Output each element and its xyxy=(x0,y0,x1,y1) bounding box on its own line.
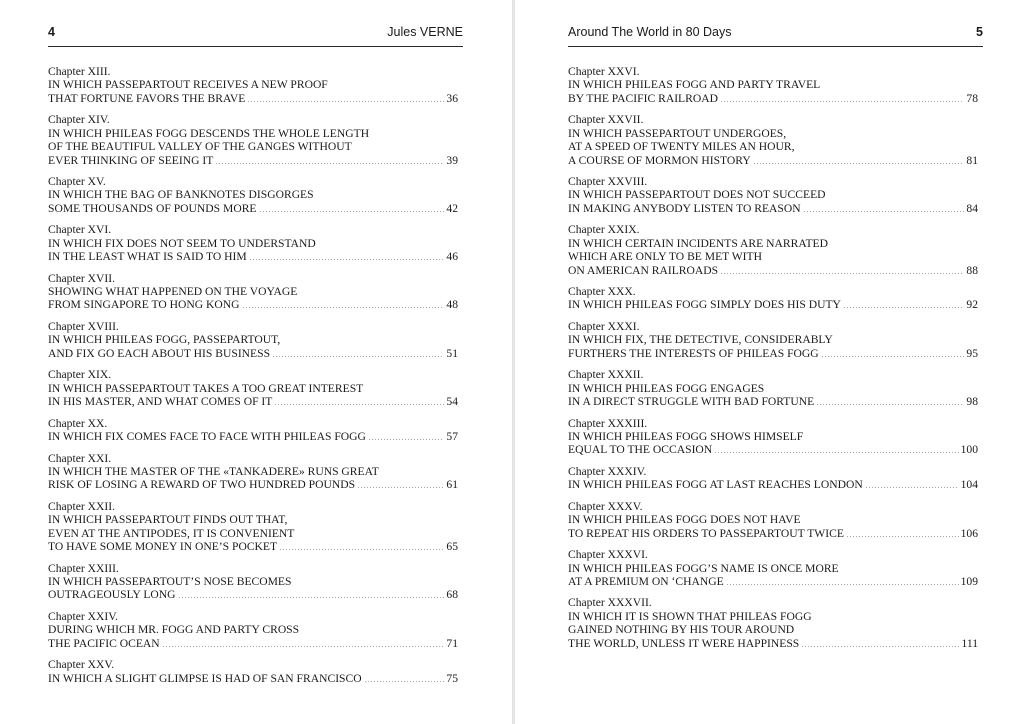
chapter-label: Chapter XV. xyxy=(48,175,106,189)
dot-leader xyxy=(162,646,445,647)
chapter-label: Chapter XXX. xyxy=(568,285,636,299)
toc-entry xyxy=(48,175,458,215)
toc-entry xyxy=(568,320,978,360)
chapter-title-line: FROM SINGAPORE TO HONG KONG xyxy=(48,298,240,312)
dot-leader xyxy=(720,101,964,102)
chapter-title-line: TO HAVE SOME MONEY IN ONE’S POCKET xyxy=(48,540,278,554)
dot-leader xyxy=(357,487,444,488)
toc-entry xyxy=(48,658,458,685)
chapter-title-line: WHICH ARE ONLY TO BE MET WITH xyxy=(568,250,762,264)
chapter-title-line: IN WHICH IT IS SHOWN THAT PHILEAS FOGG xyxy=(568,609,812,623)
chapter-page-number: 95 xyxy=(966,346,978,360)
toc-entry xyxy=(568,175,978,215)
chapter-page-number: 36 xyxy=(446,91,458,105)
chapter-page-number: 71 xyxy=(446,636,458,650)
dot-leader xyxy=(753,163,965,164)
chapter-title-last-line xyxy=(568,298,978,311)
dot-leader xyxy=(803,211,965,212)
chapter-title-line: IN HIS MASTER, AND WHAT COMES OF IT xyxy=(48,395,273,409)
dot-leader xyxy=(801,646,959,647)
chapter-label: Chapter XVI. xyxy=(48,223,112,237)
dot-leader xyxy=(215,163,444,164)
toc-entry xyxy=(568,113,978,167)
dot-leader xyxy=(249,259,445,260)
chapter-title-line: IN WHICH PHILEAS FOGG SHOWS HIMSELF xyxy=(568,430,804,443)
chapter-title-line: AT A SPEED OF TWENTY MILES AN HOUR, xyxy=(568,140,795,154)
toc-entry xyxy=(48,610,458,650)
chapter-page-number: 61 xyxy=(446,478,458,492)
chapter-title-last-line xyxy=(48,202,458,215)
dot-leader xyxy=(279,549,444,550)
chapter-label: Chapter XXXI. xyxy=(568,319,640,333)
chapter-title-line: IN MAKING ANYBODY LISTEN TO REASON xyxy=(568,201,801,215)
chapter-title-line: IN WHICH PASSEPARTOUT’S NOSE BECOMES xyxy=(48,574,292,588)
chapter-title-line: SHOWING WHAT HAPPENED ON THE VOYAGE xyxy=(48,285,298,299)
chapter-title-line: THE PACIFIC OCEAN xyxy=(48,636,160,650)
page-number: 5 xyxy=(976,25,983,39)
chapter-label: Chapter XIX. xyxy=(48,368,112,382)
toc-entry xyxy=(48,272,458,312)
chapter-page-number: 106 xyxy=(960,526,978,540)
chapter-title-last-line xyxy=(568,347,978,360)
chapter-title-last-line xyxy=(568,637,978,650)
chapter-title-last-line xyxy=(568,527,978,540)
toc-entry xyxy=(48,417,458,444)
toc-entry xyxy=(48,368,458,408)
toc-entry xyxy=(48,562,458,602)
chapter-page-number: 98 xyxy=(966,395,978,409)
right-page xyxy=(515,0,1027,724)
chapter-page-number: 84 xyxy=(966,201,978,215)
chapter-title-last-line xyxy=(568,202,978,215)
chapter-title-line: IN A DIRECT STRUGGLE WITH BAD FORTUNE xyxy=(568,395,815,409)
chapter-title-line: IN WHICH THE MASTER OF THE «TANKADERE» RUNS GREAT xyxy=(48,464,379,478)
chapter-title-line: IN WHICH PHILEAS FOGG, PASSEPARTOUT, xyxy=(48,333,281,347)
chapter-title-last-line xyxy=(568,264,978,277)
table-of-contents xyxy=(568,65,978,658)
dot-leader xyxy=(843,307,964,308)
chapter-label: Chapter XXXV. xyxy=(568,499,643,513)
chapter-label: Chapter XIV. xyxy=(48,113,110,127)
chapter-label: Chapter XXXIII. xyxy=(568,416,648,430)
toc-entry xyxy=(48,223,458,263)
toc-entry xyxy=(568,500,978,540)
chapter-label: Chapter XXIII. xyxy=(48,561,119,575)
chapter-title-last-line xyxy=(568,92,978,105)
chapter-page-number: 42 xyxy=(446,201,458,215)
chapter-title-line: IN WHICH A SLIGHT GLIMPSE IS HAD OF SAN FRANCISCO xyxy=(48,671,362,685)
dot-leader xyxy=(272,356,444,357)
table-of-contents xyxy=(48,65,458,693)
toc-entry xyxy=(568,368,978,408)
dot-leader xyxy=(259,211,445,212)
chapter-page-number: 81 xyxy=(966,153,978,167)
chapter-title-line: TO REPEAT HIS ORDERS TO PASSEPARTOUT TWICE xyxy=(568,526,844,540)
chapter-title-line: IN WHICH PASSEPARTOUT DOES NOT SUCCEED xyxy=(568,188,826,202)
dot-leader xyxy=(274,404,444,405)
chapter-title-line: EVER THINKING OF SEEING IT xyxy=(48,153,214,167)
chapter-title-line: ON AMERICAN RAILROADS xyxy=(568,263,719,277)
chapter-title-last-line xyxy=(48,540,458,553)
header-rule xyxy=(48,46,463,47)
chapter-title-line: THE WORLD, UNLESS IT WERE HAPPINESS xyxy=(568,636,800,650)
chapter-page-number: 46 xyxy=(446,250,458,264)
chapter-title-line: THAT FORTUNE FAVORS THE BRAVE xyxy=(48,91,246,105)
chapter-title-last-line xyxy=(568,443,978,456)
chapter-title-last-line xyxy=(48,588,458,601)
chapter-title-last-line xyxy=(568,478,978,491)
chapter-title-last-line xyxy=(568,154,978,167)
chapter-page-number: 111 xyxy=(961,636,978,650)
chapter-title-last-line xyxy=(48,395,458,408)
chapter-title-line: OUTRAGEOUSLY LONG xyxy=(48,588,176,602)
chapter-label: Chapter XXIX. xyxy=(568,223,640,237)
chapter-label: Chapter XXVIII. xyxy=(568,175,648,189)
chapter-title-line: FURTHERS THE INTERESTS OF PHILEAS FOGG xyxy=(568,346,819,360)
chapter-title-line: IN WHICH PHILEAS FOGG DESCENDS THE WHOLE LENGTH xyxy=(48,126,370,140)
toc-entry xyxy=(568,223,978,277)
toc-entry xyxy=(48,65,458,105)
page-number: 4 xyxy=(48,25,55,39)
toc-entry xyxy=(48,113,458,167)
toc-entry xyxy=(48,320,458,360)
chapter-title-line: IN WHICH PASSEPARTOUT FINDS OUT THAT, xyxy=(48,513,288,527)
dot-leader xyxy=(242,307,445,308)
chapter-title-line: IN WHICH FIX COMES FACE TO FACE WITH PHILEAS FOGG xyxy=(48,430,366,443)
chapter-title-line: IN WHICH PHILEAS FOGG DOES NOT HAVE xyxy=(568,513,801,527)
chapter-label: Chapter XXVII. xyxy=(568,113,644,127)
chapter-page-number: 109 xyxy=(960,574,978,588)
chapter-title-last-line xyxy=(48,478,458,491)
chapter-label: Chapter XXI. xyxy=(48,451,112,465)
chapter-label: Chapter XXIV. xyxy=(48,609,118,623)
chapter-title-line: IN WHICH FIX, THE DETECTIVE, CONSIDERABLY xyxy=(568,333,833,347)
chapter-title-line: IN WHICH PHILEAS FOGG AT LAST REACHES LONDON xyxy=(568,478,863,492)
dot-leader xyxy=(726,584,959,585)
left-page-header xyxy=(48,25,463,43)
dot-leader xyxy=(865,487,959,488)
toc-entry xyxy=(568,465,978,492)
chapter-title-line: IN WHICH PHILEAS FOGG AND PARTY TRAVEL xyxy=(568,78,821,92)
chapter-label: Chapter XVIII. xyxy=(48,319,119,333)
dot-leader xyxy=(720,273,964,274)
chapter-title-line: EQUAL TO THE OCCASION xyxy=(568,443,713,457)
chapter-title-last-line xyxy=(48,250,458,263)
chapter-page-number: 104 xyxy=(960,478,978,492)
chapter-title-line: IN WHICH PHILEAS FOGG’S NAME IS ONCE MORE xyxy=(568,561,839,575)
chapter-title-last-line xyxy=(48,672,458,685)
chapter-title-line: IN THE LEAST WHAT IS SAID TO HIM xyxy=(48,250,247,264)
chapter-title-line: IN WHICH PASSEPARTOUT TAKES A TOO GREAT INTEREST xyxy=(48,381,364,395)
chapter-label: Chapter XIII. xyxy=(48,65,111,78)
dot-leader xyxy=(846,536,959,537)
chapter-title-line: EVEN AT THE ANTIPODES, IT IS CONVENIENT xyxy=(48,526,295,540)
chapter-title-last-line xyxy=(48,347,458,360)
chapter-page-number: 65 xyxy=(446,540,458,554)
chapter-title-last-line xyxy=(48,637,458,650)
chapter-page-number: 57 xyxy=(446,430,458,443)
chapter-title-line: IN WHICH PASSEPARTOUT UNDERGOES, xyxy=(568,126,787,140)
chapter-title-line: IN WHICH THE BAG OF BANKNOTES DISGORGES xyxy=(48,188,314,202)
left-page xyxy=(0,0,512,724)
chapter-label: Chapter XXVI. xyxy=(568,65,640,78)
right-page-header xyxy=(568,25,983,43)
chapter-label: Chapter XX. xyxy=(48,416,108,430)
chapter-page-number: 51 xyxy=(446,346,458,360)
toc-entry xyxy=(568,65,978,105)
dot-leader xyxy=(821,356,965,357)
dot-leader xyxy=(247,101,444,102)
dot-leader xyxy=(368,439,445,440)
dot-leader xyxy=(714,452,958,453)
chapter-title-last-line xyxy=(568,575,978,588)
dot-leader xyxy=(816,404,964,405)
chapter-page-number: 75 xyxy=(446,671,458,685)
chapter-title-line: BY THE PACIFIC RAILROAD xyxy=(568,91,718,105)
chapter-page-number: 39 xyxy=(446,153,458,167)
chapter-page-number: 68 xyxy=(446,588,458,602)
chapter-title-line: RISK OF LOSING A REWARD OF TWO HUNDRED POUNDS xyxy=(48,478,356,492)
chapter-page-number: 78 xyxy=(966,91,978,105)
chapter-label: Chapter XXXVII. xyxy=(568,596,652,610)
chapter-page-number: 54 xyxy=(446,395,458,409)
chapter-page-number: 48 xyxy=(446,298,458,312)
chapter-label: Chapter XXXIV. xyxy=(568,464,647,478)
chapter-label: Chapter XXV. xyxy=(48,658,115,672)
chapter-page-number: 88 xyxy=(966,263,978,277)
chapter-title-line: GAINED NOTHING BY HIS TOUR AROUND xyxy=(568,623,795,637)
dot-leader xyxy=(364,681,445,682)
chapter-label: Chapter XXXII. xyxy=(568,368,644,382)
chapter-label: Chapter XVII. xyxy=(48,271,115,285)
chapter-page-number: 100 xyxy=(960,443,978,457)
running-title-book: Around The World in 80 Days xyxy=(568,25,732,39)
chapter-label: Chapter XXXVI. xyxy=(568,548,648,562)
toc-entry xyxy=(568,417,978,457)
chapter-title-last-line xyxy=(48,154,458,167)
chapter-title-line: AT A PREMIUM ON ‘CHANGE xyxy=(568,574,724,588)
chapter-title-line: AND FIX GO EACH ABOUT HIS BUSINESS xyxy=(48,346,271,360)
header-rule xyxy=(568,46,983,47)
chapter-title-line: IN WHICH CERTAIN INCIDENTS ARE NARRATED xyxy=(568,236,828,250)
toc-entry xyxy=(48,500,458,554)
dot-leader xyxy=(178,597,445,598)
chapter-title-line: OF THE BEAUTIFUL VALLEY OF THE GANGES WITHOUT xyxy=(48,140,352,154)
chapter-page-number: 92 xyxy=(966,298,978,312)
chapter-title-line: SOME THOUSANDS OF POUNDS MORE xyxy=(48,201,257,215)
chapter-title-line: IN WHICH PASSEPARTOUT RECEIVES A NEW PROOF xyxy=(48,78,328,92)
toc-entry xyxy=(568,285,978,312)
chapter-title-last-line xyxy=(48,430,458,443)
chapter-title-last-line xyxy=(48,92,458,105)
chapter-title-last-line xyxy=(568,395,978,408)
chapter-label: Chapter XXII. xyxy=(48,499,115,513)
toc-entry xyxy=(568,548,978,588)
chapter-title-line: IN WHICH PHILEAS FOGG ENGAGES xyxy=(568,381,765,395)
chapter-title-line: IN WHICH PHILEAS FOGG SIMPLY DOES HIS DUTY xyxy=(568,298,841,312)
chapter-title-last-line xyxy=(48,298,458,311)
chapter-title-line: A COURSE OF MORMON HISTORY xyxy=(568,153,751,167)
chapter-title-line: IN WHICH FIX DOES NOT SEEM TO UNDERSTAND xyxy=(48,236,316,250)
toc-entry xyxy=(48,452,458,492)
toc-entry xyxy=(568,596,978,650)
running-title-author: Jules VERNE xyxy=(387,25,463,39)
chapter-title-line: DURING WHICH MR. FOGG AND PARTY CROSS xyxy=(48,623,300,637)
